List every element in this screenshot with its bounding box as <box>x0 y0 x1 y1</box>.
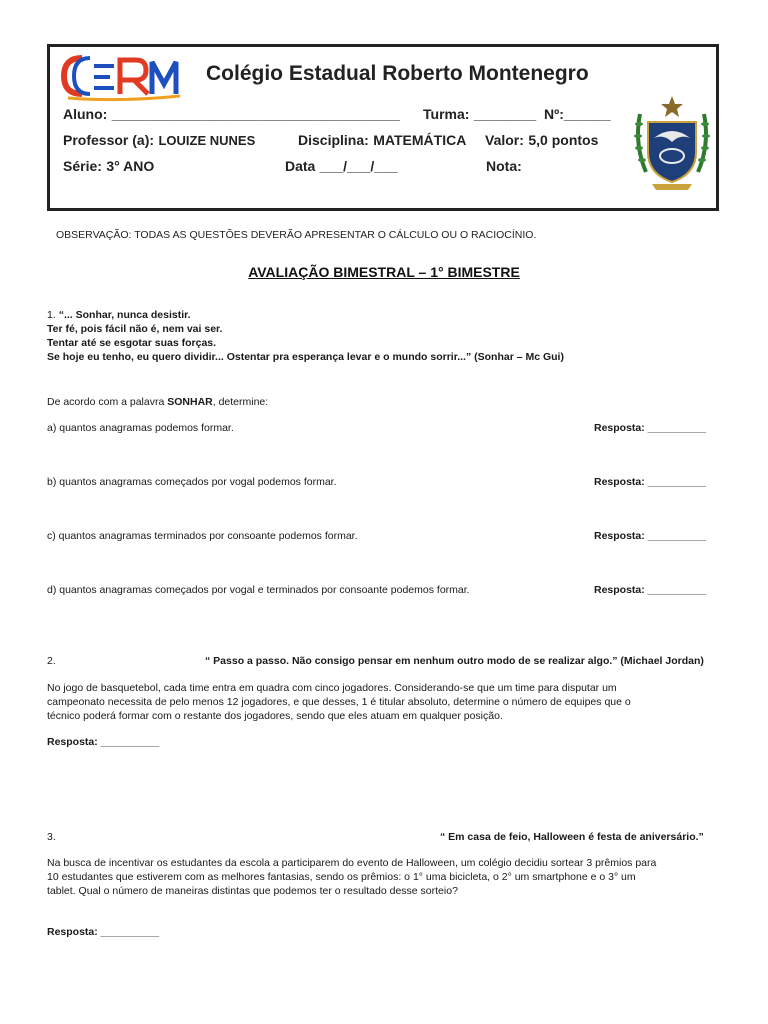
question-2-quote: “ Passo a passo. Não consigo pensar em nenhum outro modo de se realizar algo.” (Michael Jordan) <box>205 655 704 667</box>
turma-line: ________ <box>473 106 537 122</box>
question-2-line-1: No jogo de basquetebol, cada time entra em quadra com cinco jogadores. Considerando-se que um time para disputar um <box>47 682 617 694</box>
nota-field <box>486 158 522 176</box>
numero-label: Nº: <box>544 106 564 122</box>
data-label: Data <box>285 158 316 174</box>
question-1c-answer[interactable]: Resposta: __________ <box>594 530 707 542</box>
school-name: Colégio Estadual Roberto Montenegro <box>206 62 589 85</box>
aluno-label: Aluno: <box>63 106 108 122</box>
valor-value: 5,0 pontos <box>528 132 599 148</box>
aluno-line: _____________________________________ <box>111 106 400 122</box>
question-3-line-1: Na busca de incentivar os estudantes da escola a participarem do evento de Halloween, um colégio decidiu sortear 3 prêmios para <box>47 857 657 869</box>
question-1-intro-suffix: , determine: <box>212 396 269 408</box>
data-line: ___/___/___ <box>319 158 398 174</box>
exam-title: AVALIAÇÃO BIMESTRAL – 1° BIMESTRE <box>248 264 520 280</box>
question-3-line-2: 10 estudantes que estiverem com as melhores fantasias, sendo os prêmios: o 1° uma bicicleta, o 2° um smartphone e o 3° um <box>47 871 636 883</box>
serie-field <box>63 158 154 176</box>
question-3-line-3: tablet. Qual o número de maneiras distintas que podemos ter o resultado desse sorteio? <box>47 885 458 897</box>
question-1-quote-line-2: Ter fé, pois fácil não é, nem vai ser. <box>47 323 223 335</box>
serie-value: 3° ANO <box>106 158 155 174</box>
question-3-number: 3. <box>47 831 56 843</box>
question-1-quote-line-1 <box>47 308 191 322</box>
question-1d-answer[interactable]: Resposta: __________ <box>594 584 707 596</box>
disciplina-value: MATEMÁTICA <box>373 132 467 148</box>
question-1-quote-line-3: Tentar até se esgotar suas forças. <box>47 337 217 349</box>
question-1c-text: c) quantos anagramas terminados por consoante podemos formar. <box>47 530 358 542</box>
professor-value: LOUIZE NUNES <box>158 133 256 148</box>
question-2-number: 2. <box>47 655 56 667</box>
question-1b-text: b) quantos anagramas começados por vogal podemos formar. <box>47 476 337 488</box>
question-1d-text: d) quantos anagramas começados por vogal e terminados por consoante podemos formar. <box>47 584 470 596</box>
question-3-answer[interactable]: Resposta: __________ <box>47 926 160 938</box>
question-1-quote-line-4: Se hoje eu tenho, eu quero dividir... Ostentar pra esperança levar e o mundo sorrir...” (Sonhar – Mc Gui) <box>47 351 564 363</box>
nota-label: Nota: <box>486 158 522 174</box>
professor-label: Professor (a): <box>63 132 155 148</box>
question-2-answer[interactable]: Resposta: __________ <box>47 736 160 748</box>
question-1b-answer[interactable]: Resposta: __________ <box>594 476 707 488</box>
valor-field <box>485 132 598 150</box>
question-1a-answer[interactable]: Resposta: __________ <box>594 422 707 434</box>
numero-line: ______ <box>563 106 611 122</box>
numero-field <box>544 106 611 124</box>
question-1a-text: a) quantos anagramas podemos formar. <box>47 422 234 434</box>
state-crest-icon <box>632 94 712 192</box>
question-2-line-2: campeonato necessita de pelo menos 12 jogadores, e que desses, 1 é titular absoluto, determine o número de equipes que o <box>47 696 631 708</box>
question-1-intro <box>47 395 268 409</box>
serie-label: Série: <box>63 158 102 174</box>
question-1-number: 1. <box>47 309 56 321</box>
turma-label: Turma: <box>423 106 470 122</box>
disciplina-field <box>298 132 466 150</box>
professor-field <box>63 132 255 150</box>
question-1-intro-word: SONHAR <box>167 396 213 408</box>
observation-note: OBSERVAÇÃO: TODAS AS QUESTÕES DEVERÃO APRESENTAR O CÁLCULO OU O RACIOCÍNIO. <box>56 229 537 241</box>
question-2-line-3: técnico poderá formar com o restante dos jogadores, sendo que eles atuam em qualquer posição. <box>47 710 503 722</box>
disciplina-label: Disciplina: <box>298 132 369 148</box>
valor-label: Valor: <box>485 132 524 148</box>
aluno-field <box>63 106 400 124</box>
question-1-quote-text-1: “... Sonhar, nunca desistir. <box>58 309 191 321</box>
data-field <box>285 158 398 176</box>
school-logo <box>60 50 186 102</box>
question-3-quote: “ Em casa de feio, Halloween é festa de aniversário.” <box>440 831 704 843</box>
turma-field <box>423 106 536 124</box>
question-1-intro-prefix: De acordo com a palavra <box>47 396 168 408</box>
